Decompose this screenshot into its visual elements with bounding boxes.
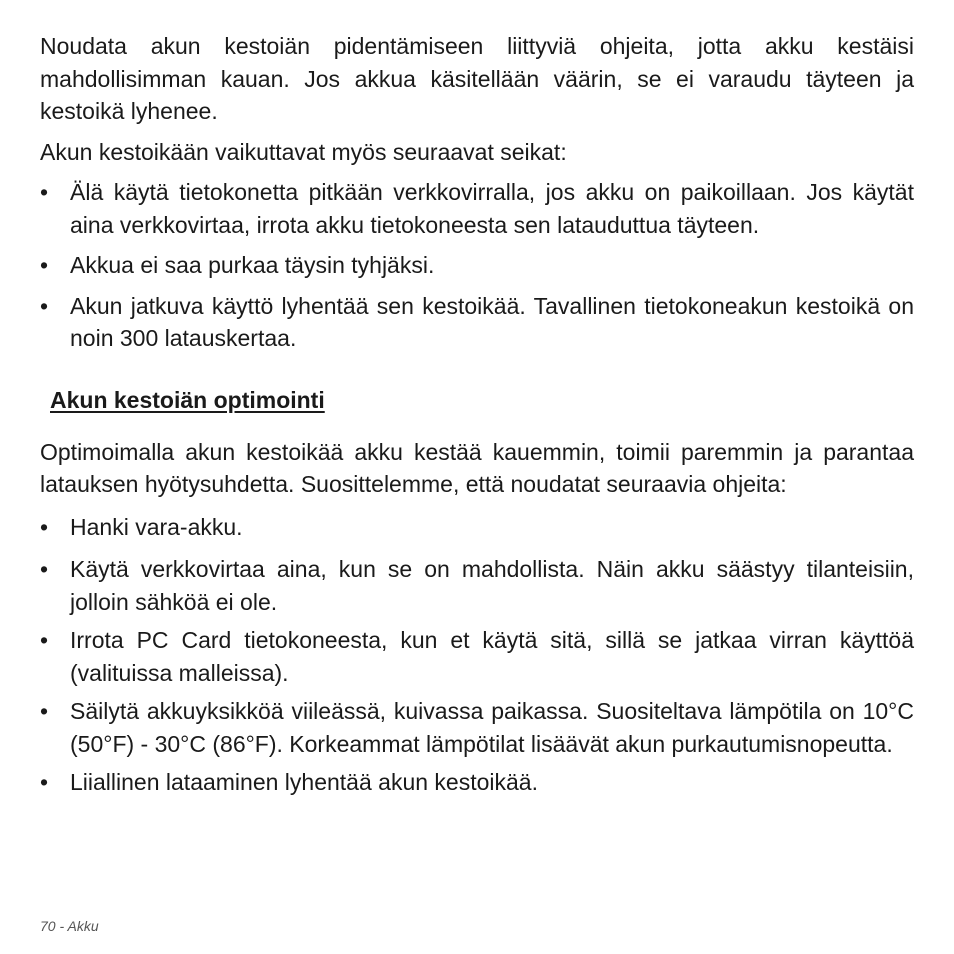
list-item-text: Irrota PC Card tietokoneesta, kun et käytä sitä, sillä se jatkaa virran käyttöä (valituissa malleissa). (70, 627, 914, 686)
intro-paragraph: Noudata akun kestoiän pidentämiseen liittyviä ohjeita, jotta akku kestäisi mahdollisimman kauan. Jos akkua käsitellään väärin, se ei varaudu täyteen ja kestoikä lyhenee. (40, 33, 914, 124)
section-paragraph: Optimoimalla akun kestoikää akku kestää kauemmin, toimii paremmin ja parantaa latauksen hyötysuhdetta. Suosittelemme, että noudatat seuraavia ohjeita: (40, 438, 914, 497)
list-item-text: Älä käytä tietokonetta pitkään verkkovirralla, jos akku on paikoillaan. Jos käytät aina verkkovirtaa, irrota akku tietokoneesta sen latauduttua täyteen. (70, 179, 914, 238)
bullet-icon: • (40, 513, 49, 540)
list-item (40, 511, 914, 544)
list-item-text: Säilytä akkuyksikköä viileässä, kuivassa paikassa. Suositeltava lämpötila on 10°C (50°F) - 30°C (86°F). Korkeammat lämpötilat lisäävät akun purkautumisnopeutta. (70, 698, 914, 757)
bullet-icon: • (40, 556, 49, 582)
list-item-text: Liiallinen lataaminen lyhentää akun kestoikää. (70, 769, 538, 795)
list-item (40, 249, 914, 282)
bullet-icon: • (40, 292, 49, 319)
battery-life-factors-list (40, 176, 914, 355)
list-item (40, 176, 914, 241)
list-item-text: Käytä verkkovirtaa aina, kun se on mahdollista. Näin akku säästyy tilanteisiin, jolloin sähköä ei ole. (70, 556, 914, 615)
bullet-icon: • (40, 252, 49, 278)
bullet-icon: • (40, 698, 49, 724)
list-item-text: Hanki vara-akku. (70, 513, 243, 540)
section-heading: Akun kestoiän optimointi (50, 386, 325, 413)
list-item (40, 695, 914, 760)
intro-lead-in: Akun kestoikään vaikuttavat myös seuraavat seikat: (40, 138, 567, 165)
list-item (40, 766, 914, 799)
list-item (40, 290, 914, 355)
list-item-text: Akkua ei saa purkaa täysin tyhjäksi. (70, 252, 435, 278)
bullet-icon: • (40, 769, 49, 795)
document-page (40, 30, 914, 799)
page-footer: 70 - Akku (40, 918, 99, 934)
list-item (40, 553, 914, 618)
bullet-icon: • (40, 627, 49, 653)
list-item-text: Akun jatkuva käyttö lyhentää sen kestoikää. Tavallinen tietokoneakun kestoikä on noin 300 latauskertaa. (70, 292, 914, 351)
list-item (40, 624, 914, 689)
bullet-icon: • (40, 179, 49, 205)
optimization-tips-list (40, 511, 914, 799)
